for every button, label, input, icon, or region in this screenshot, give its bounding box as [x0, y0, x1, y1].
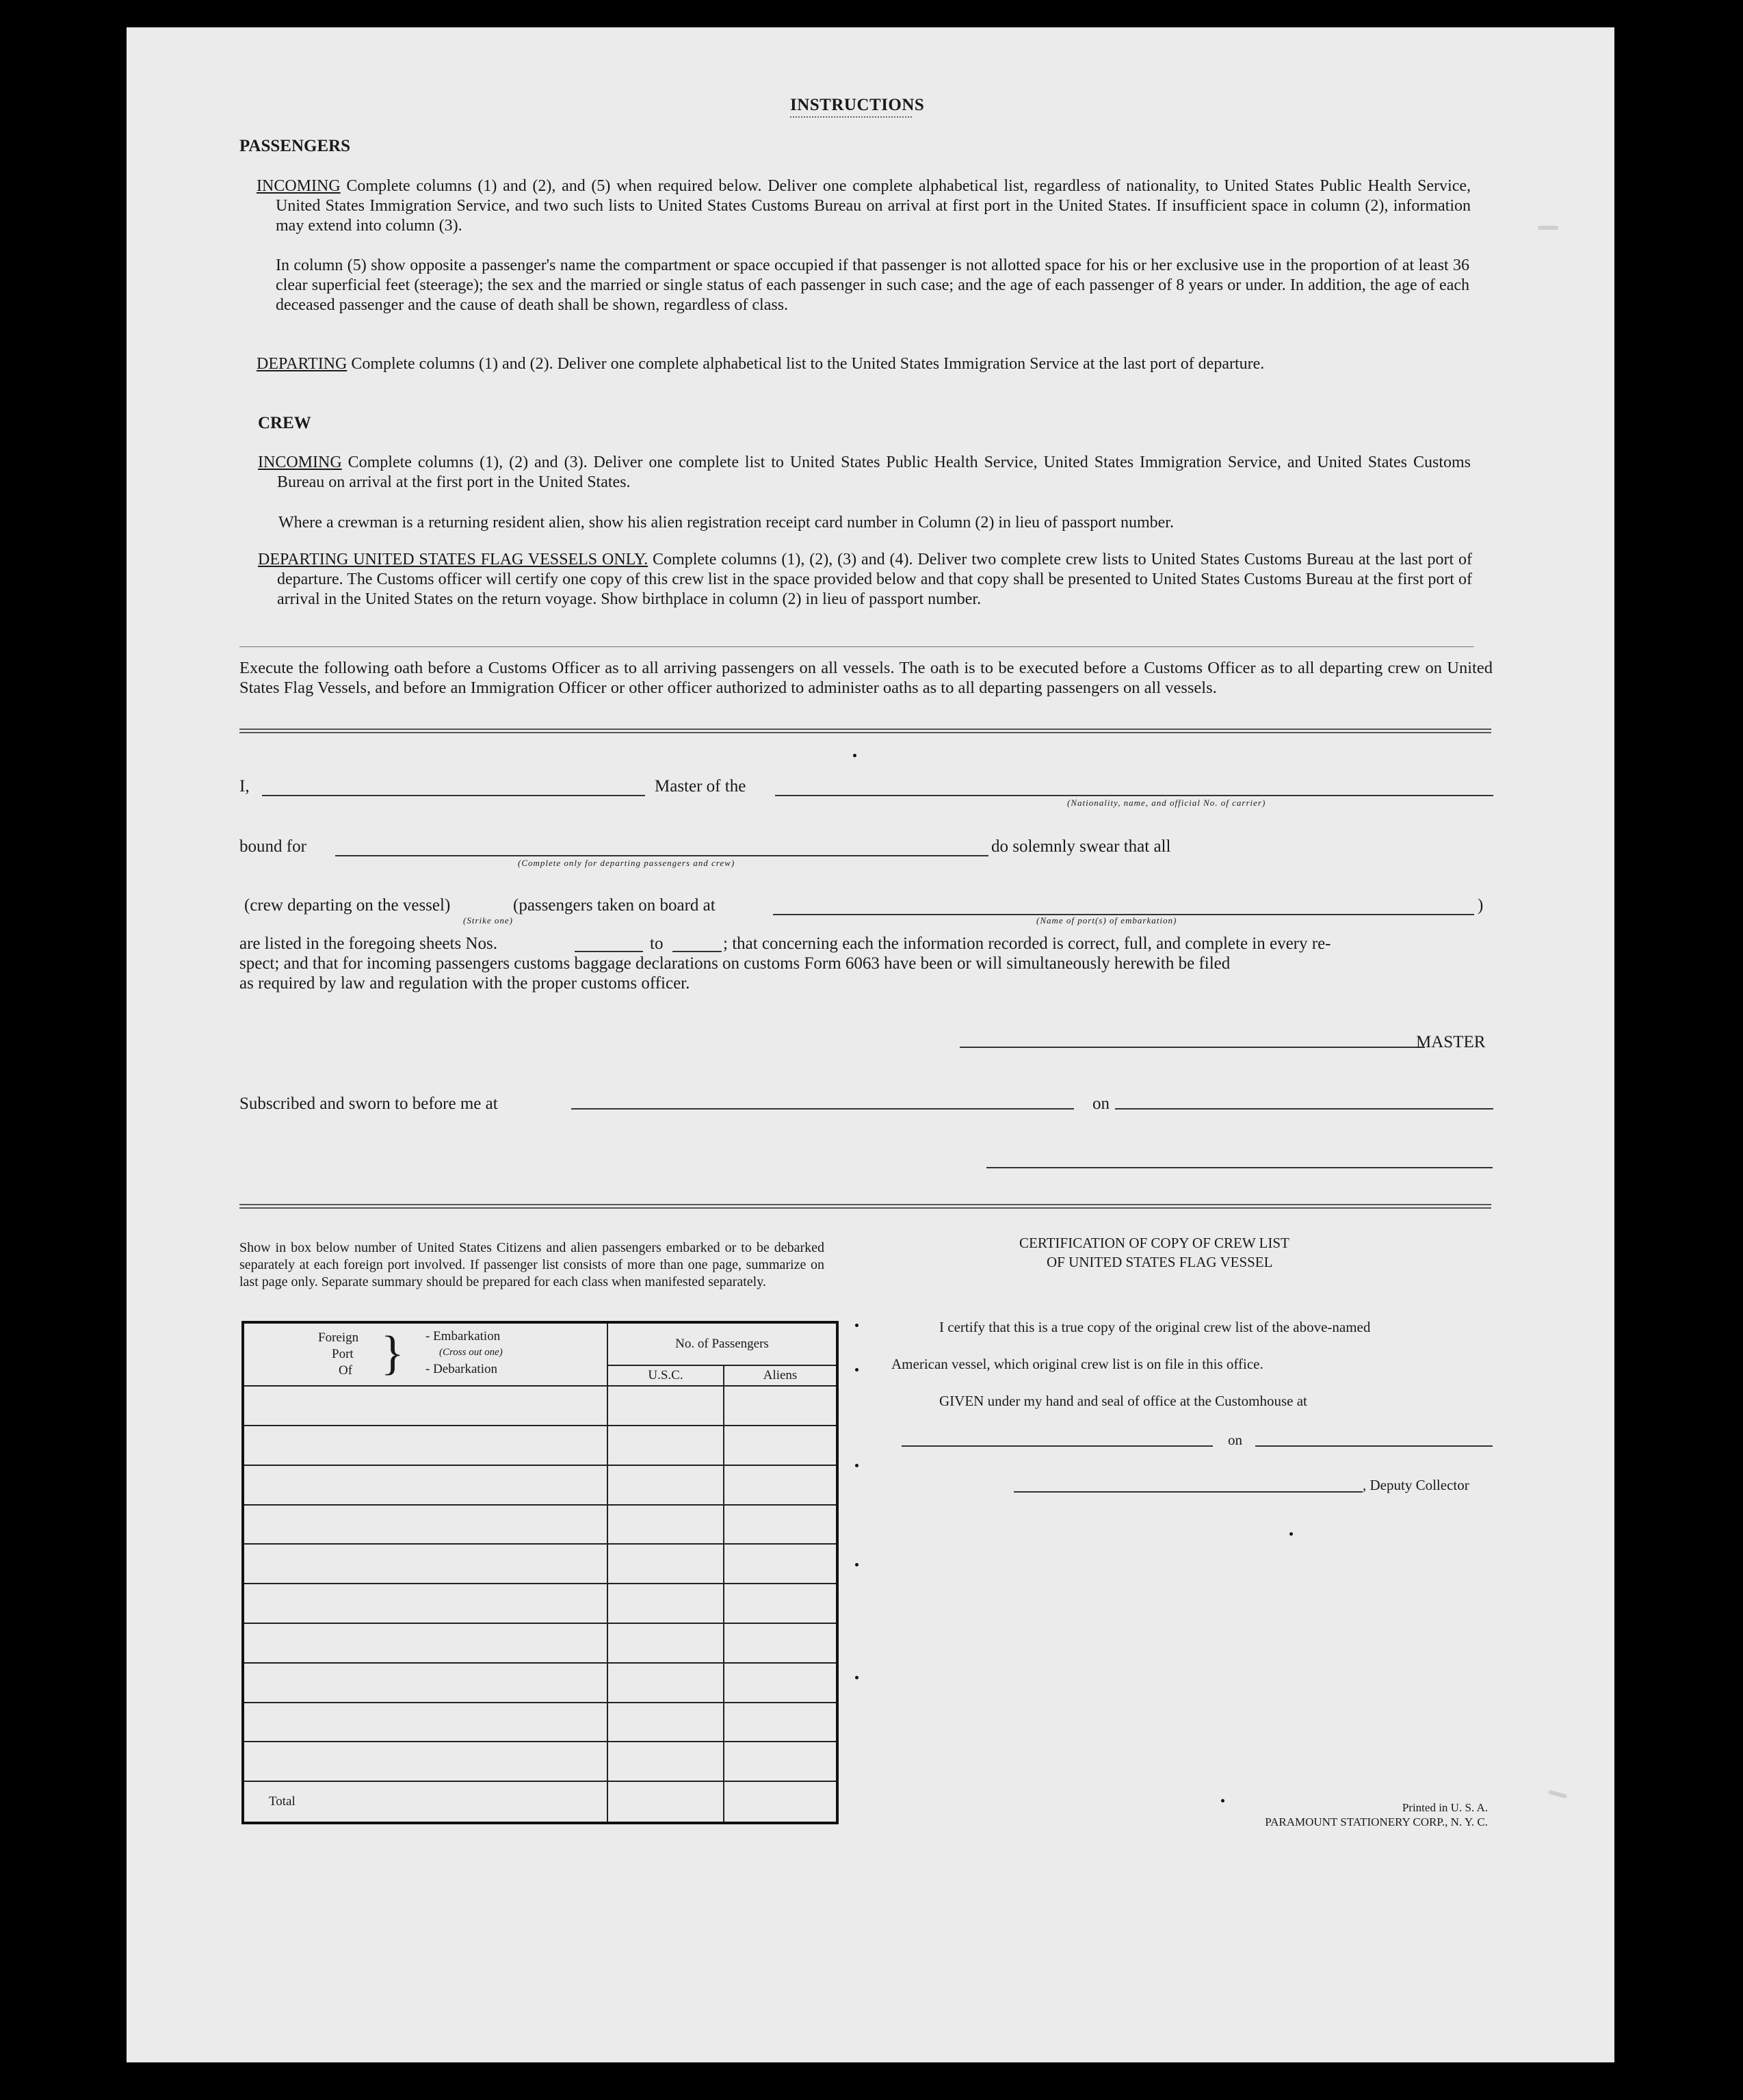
- passengers-taken-label[interactable]: (passengers taken on board at: [513, 896, 716, 915]
- usc-cell[interactable]: [607, 1584, 724, 1623]
- usc-header: U.S.C.: [607, 1365, 724, 1386]
- sheet-from-field[interactable]: [575, 951, 643, 952]
- bound-for-label: bound for: [239, 837, 306, 856]
- passengers-column5-paragraph: In column (5) show opposite a passenger's name the compartment or space occupied if that passenger is not allotted space for his or her exclusive use in the proportion of at least 36 clear superficial feet (steerage); the sex and the married or single status of each passenger in such case; and the age of each passenger of 8 years or under. In addition, the age of each deceased passenger and the cause of death shall be shown, regardless of class.: [276, 257, 1469, 314]
- officer-signature-field[interactable]: [986, 1167, 1493, 1168]
- scan-speck: [1289, 1532, 1293, 1536]
- port-cell[interactable]: [243, 1386, 607, 1426]
- scan-artifact: [1538, 226, 1558, 230]
- embarkation-option[interactable]: - Embarkation: [425, 1329, 501, 1343]
- port-cell[interactable]: [243, 1663, 607, 1703]
- instructions-divider: [239, 646, 1474, 647]
- aliens-cell[interactable]: [724, 1386, 837, 1426]
- crew-departing-option[interactable]: (crew departing on the vessel): [244, 896, 451, 915]
- aliens-header: Aliens: [724, 1365, 837, 1386]
- aliens-cell[interactable]: [724, 1505, 837, 1545]
- instructions-title: INSTRUCTIONS: [790, 96, 925, 114]
- scan-speck: [1221, 1799, 1224, 1802]
- aliens-cell[interactable]: [724, 1663, 837, 1703]
- no-passengers-header: No. of Passengers: [607, 1322, 837, 1365]
- table-row: [243, 1623, 837, 1663]
- form-sheet: [127, 27, 1614, 2062]
- passengers-heading: PASSENGERS: [239, 137, 351, 155]
- cross-out-caption: (Cross out one): [439, 1347, 503, 1358]
- crew-resident-paragraph: Where a crewman is a returning resident alien, show his alien registration receipt card number in Column (2) in lieu of passport number.: [278, 514, 1174, 531]
- usc-cell[interactable]: [607, 1663, 724, 1703]
- table-row: [243, 1505, 837, 1545]
- table-row: [243, 1426, 837, 1465]
- scan-speck: [855, 1464, 859, 1467]
- sworn-date-field[interactable]: [1115, 1108, 1493, 1110]
- deputy-signature-field[interactable]: [1014, 1491, 1363, 1493]
- debarkation-option[interactable]: - Debarkation: [425, 1362, 497, 1376]
- crew-heading: CREW: [258, 414, 311, 432]
- ports-caption: (Name of port(s) of embarkation): [1036, 915, 1177, 926]
- certify-line-1: I certify that this is a true copy of the original crew list of the above-named: [939, 1319, 1371, 1335]
- listed-text-d: as required by law and regulation with the proper customs officer.: [239, 974, 690, 993]
- usc-total-cell[interactable]: [607, 1781, 724, 1823]
- port-cell[interactable]: [243, 1742, 607, 1781]
- table-row: [243, 1663, 837, 1703]
- usc-cell[interactable]: [607, 1742, 724, 1781]
- deputy-collector-label: , Deputy Collector: [1363, 1477, 1469, 1493]
- printer-name: PARAMOUNT STATIONERY CORP., N. Y. C.: [1265, 1815, 1488, 1828]
- port-label: Port: [332, 1347, 354, 1361]
- listed-label-a: are listed in the foregoing sheets Nos.: [239, 934, 497, 953]
- given-line: GIVEN under my hand and seal of office at the Customhouse at: [939, 1393, 1307, 1409]
- brace-icon: }: [381, 1327, 404, 1380]
- of-label: Of: [339, 1363, 353, 1378]
- aliens-cell[interactable]: [724, 1465, 837, 1505]
- certification-on-label: on: [1228, 1432, 1242, 1448]
- port-header-cell: [243, 1322, 607, 1386]
- passenger-tally-table: [241, 1321, 839, 1824]
- usc-cell[interactable]: [607, 1426, 724, 1465]
- passengers-departing-paragraph: [257, 354, 1471, 374]
- listed-to-label: to: [650, 934, 664, 953]
- crew-departing-us-text: Complete columns (1), (2), (3) and (4). Deliver two complete crew lists to United States Customs Bureau at the last port of departure. The Customs officer will certify one copy of this crew list in the space provided below and that copy shall be presented to United States Customs Bureau at the first port of arrival in the United States on the return voyage. Show birthplace in column (2) in lieu of passport number.: [277, 551, 1472, 608]
- master-label: MASTER: [1416, 1033, 1486, 1051]
- master-signature-field[interactable]: [960, 1047, 1425, 1048]
- master-name-field[interactable]: [262, 795, 645, 796]
- aliens-cell[interactable]: [724, 1742, 837, 1781]
- passengers-incoming-text: Complete columns (1) and (2), and (5) when required below. Deliver one complete alphabetical list, regardless of nationality, to United States Public Health Service, United States Immigration Service, and two such lists to United States Customs Bureau on arrival at first port in the United States. If insufficient space in column (2), information may extend into column (3).: [276, 177, 1471, 235]
- certification-title-1: CERTIFICATION OF COPY OF CREW LIST: [1019, 1235, 1289, 1251]
- passengers-incoming-lead: INCOMING: [257, 177, 341, 195]
- sworn-place-field[interactable]: [571, 1108, 1074, 1110]
- customhouse-field[interactable]: [902, 1445, 1213, 1447]
- subscribed-label: Subscribed and sworn to before me at: [239, 1094, 498, 1113]
- crew-departing-us-lead: DEPARTING UNITED STATES FLAG VESSELS ONLY.: [258, 551, 648, 568]
- bound-for-field[interactable]: [335, 855, 988, 856]
- certify-line-2: American vessel, which original crew list is on file in this office.: [891, 1356, 1263, 1372]
- passengers-incoming-paragraph: [257, 176, 1471, 236]
- foreign-label: Foreign: [318, 1330, 359, 1345]
- carrier-field[interactable]: [775, 795, 1493, 796]
- aliens-cell[interactable]: [724, 1623, 837, 1663]
- total-label: Total: [243, 1781, 607, 1823]
- crew-incoming-text: Complete columns (1), (2) and (3). Deliver one complete list to United States Public Health Service, United States Immigration Service, and United States Customs Bureau on arrival at the first port in the United States.: [277, 454, 1471, 491]
- aliens-cell[interactable]: [724, 1426, 837, 1465]
- aliens-total-cell[interactable]: [724, 1781, 837, 1823]
- oath-instruction: Execute the following oath before a Customs Officer as to all arriving passengers on all vessels. The oath is to be executed before a Customs Officer as to all departing crew on United States Flag Vessels, and before an Immigration Officer or other officer authorized to administer oaths as to all departing passengers on all vessels.: [239, 659, 1493, 697]
- port-cell[interactable]: [243, 1544, 607, 1584]
- summary-double-rule: [239, 1204, 1491, 1209]
- certification-title-2: OF UNITED STATES FLAG VESSEL: [1047, 1254, 1273, 1270]
- passengers-departing-lead: DEPARTING: [257, 355, 348, 373]
- title-underline: [790, 116, 912, 118]
- table-row: [243, 1703, 837, 1742]
- aliens-cell[interactable]: [724, 1703, 837, 1742]
- listed-text-c: spect; and that for incoming passengers customs baggage declarations on customs Form 6063 have been or will simultaneously herewith be filed: [239, 954, 1231, 973]
- port-cell[interactable]: [243, 1703, 607, 1742]
- listed-text-b: ; that concerning each the information recorded is correct, full, and complete in every re-: [723, 934, 1331, 953]
- table-row: [243, 1584, 837, 1623]
- certification-date-field[interactable]: [1255, 1445, 1493, 1447]
- strike-one-caption: (Strike one): [463, 915, 514, 926]
- sworn-on-label: on: [1092, 1094, 1110, 1113]
- scan-speck: [853, 754, 856, 757]
- usc-cell[interactable]: [607, 1703, 724, 1742]
- swear-label: do solemnly swear that all: [991, 837, 1171, 856]
- total-row: [243, 1781, 837, 1823]
- scan-speck: [855, 1324, 859, 1327]
- scan-speck: [855, 1563, 859, 1566]
- crew-incoming-paragraph: [258, 453, 1471, 493]
- printed-in-usa: Printed in U. S. A.: [1402, 1801, 1488, 1814]
- close-paren: ): [1478, 896, 1484, 915]
- oath-double-rule: [239, 729, 1491, 733]
- table-row: [243, 1544, 837, 1584]
- usc-cell[interactable]: [607, 1623, 724, 1663]
- scan-speck: [855, 1368, 859, 1371]
- scan-speck: [855, 1676, 859, 1679]
- oath-i-label: I,: [239, 777, 250, 796]
- table-row: [243, 1386, 837, 1426]
- table-row: [243, 1742, 837, 1781]
- usc-cell[interactable]: [607, 1465, 724, 1505]
- port-cell[interactable]: [243, 1623, 607, 1663]
- summary-note: Show in box below number of United States Citizens and alien passengers embarked or to be debarked separately at each foreign port involved. If passenger list consists of more than one page, summarize on last page only. Separate summary should be prepared for each class when manifested separately.: [239, 1240, 824, 1289]
- printer-imprint: [1159, 1800, 1488, 1829]
- usc-cell[interactable]: [607, 1386, 724, 1426]
- aliens-cell[interactable]: [724, 1544, 837, 1584]
- port-cell[interactable]: [243, 1584, 607, 1623]
- table-row: [243, 1465, 837, 1505]
- crew-departing-us-paragraph: [258, 550, 1472, 609]
- bound-for-caption: (Complete only for departing passengers and crew): [518, 858, 735, 868]
- carrier-caption: (Nationality, name, and official No. of carrier): [1067, 798, 1266, 808]
- aliens-cell[interactable]: [724, 1584, 837, 1623]
- port-cell[interactable]: [243, 1426, 607, 1465]
- crew-incoming-lead: INCOMING: [258, 454, 342, 471]
- passengers-departing-text: Complete columns (1) and (2). Deliver one complete alphabetical list to the United States Immigration Service at the last port of departure.: [347, 355, 1265, 373]
- sheet-to-field[interactable]: [672, 951, 722, 952]
- port-cell[interactable]: [243, 1505, 607, 1545]
- usc-cell[interactable]: [607, 1505, 724, 1545]
- port-cell[interactable]: [243, 1465, 607, 1505]
- usc-cell[interactable]: [607, 1544, 724, 1584]
- master-of-the-label: Master of the: [655, 777, 746, 796]
